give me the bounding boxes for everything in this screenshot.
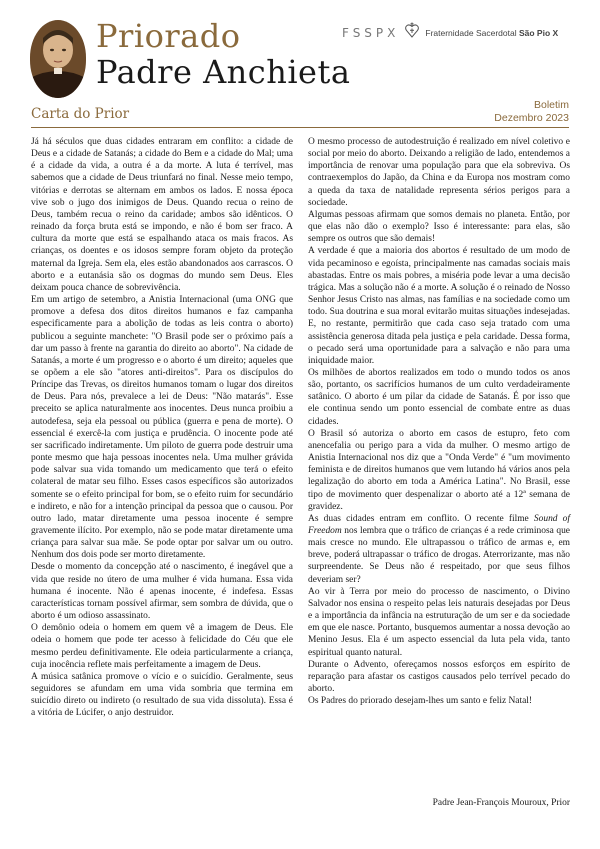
heart-emblem-icon: [405, 22, 419, 43]
priest-portrait: [30, 20, 86, 98]
fsspx-logo: [342, 22, 558, 43]
paragraph: Ao vir à Terra por meio do processo de nascimento, o Divino Salvador nos ensina o respeito pelas leis naturais desejadas por Deus e a importância da infância na estruturação de um ser e da sociedade em que ele nasce. Portanto, busquemos aumentar a nossa devoção ao Menino Jesus. Ela é um aspecto essencial da luta pela vida, tanto espiritual quanto natural.: [308, 586, 570, 658]
paragraph: Os Padres do priorado desejam-lhes um santo e feliz Natal!: [308, 696, 533, 707]
left-column: [31, 136, 293, 720]
paragraph: A verdade é que a maioria dos abortos é resultado de um modo de vida pecaminoso e egoísta, principalmente nas camadas sociais mais abastadas. Entre os mais pobres, a miséria pode levar a uma decisão trágica. Mas a solução não é a morte. A solução é o reinado de Nosso Senhor Jesus Cristo nas almas, nas famílias e na sociedade como um todo. Sua doutrina e sua moral evitarão muitas situações indesejadas. E, no restante, permitirão que cada caso seja tratado com uma assistência generosa ditada pela justiça e pela caridade. Dessa forma, o pecado será uma oportunidade para a salvação e não para uma iniquidade maior.: [308, 246, 570, 366]
paragraph: O mesmo processo de autodestruição é realizado em nível coletivo e social por meio do aborto. Deixando a religião de lado, entendemos a importância de renovar uma população para que ela sobreviva. Os contraexemplos do Japão, da China e da Europa nos mostram como a queda da taxa de natalidade representa sérios perigos para a sociedade.: [308, 137, 570, 208]
bulletin-label: Boletim: [533, 99, 569, 111]
fsspx-letters: FSSPX: [342, 25, 400, 40]
paragraph: As duas cidades entram em conflito. O recente filme Sound of Freedom nos lembra que o tráfico de crianças é a rede criminosa que mais cresce no mundo. Ele ultrapassou o tráfico de armas e, em breve, poderá ultrapassar o tráfico de drogas. Aterrorizante, mas não surpreendente. Se Deus não é respeitado, por que seus filhos deveriam ser?: [308, 513, 570, 585]
film-title: Sound of Freedom: [308, 513, 570, 536]
paragraph: Já há séculos que duas cidades entraram em conflito: a cidade de Deus e a cidade de Satanás; a cidade do Bem e a cidade do Mal; uma é a cidade da vida, a outra é a da morte. A luta é terrível, mas sabemos que a cidade de Deus triunfará no final. Nesse meio tempo, vitórias e derrotas se alternam em ambos os lados. E nossa época vive sob o jugo dos inimigos de Deus. Quando recua o reino de Deus, também recua o reino da caridade; ambos são idênticos. O reinado da força bruta está se impondo, e não é bom ser fraco. A cultura da morte que está se espalhando ataca os mais fracos. As crianças, os doentes e os idosos sempre foram objeto da proteção maternal da Igreja. Sem ela, eles estão abandonados aos carrascos. O aborto e a eutanásia são os dogmas do mundo sem Deus. Eles deixam pouca chance de sobrevivência.: [31, 137, 293, 293]
fsspx-name: Fraternidade Sacerdotal São Pio X: [425, 27, 559, 38]
paragraph: Algumas pessoas afirmam que somos demais no planeta. Então, por que elas não dão o exemplo? Isso é interessante: para elas, são sempre os outros que são demais!: [308, 209, 570, 245]
paragraph: Desde o momento da concepção até o nascimento, é inegável que a vida que reside no útero de uma mulher é vida humana. Essa vida humana é inocente. Não é apenas inocente, é indefesa. Essas características tornam possível afirmar, sem sombra de dúvida, que o aborto é um odioso assassinato.: [31, 562, 293, 622]
title-padre-anchieta: Padre Anchieta: [96, 53, 351, 91]
paragraph: O demônio odeia o homem em quem vê a imagem de Deus. Ele odeia o homem que pode ter acesso à felicidade do Céu que ele mesmo perdeu definitivamente. Ele odeia particularmente a criança, cuja inocência reflete mais perfeitamente a imagem de Deus.: [31, 623, 293, 670]
paragraph: O Brasil só autoriza o aborto em casos de estupro, feto com anencefalia ou perigo para a vida da mulher. O mesmo artigo de Anistia Internacional nos diz que a "Onda Verde" é "um movimento feminista e de direitos humanos que vem lutando há vários anos pela legalização do aborto em toda a América Latina". No Brasil, esse tipo de movimento quer despenalizar o aborto até a 12ª semana de gravidez.: [308, 428, 570, 512]
paragraph: Em um artigo de setembro, a Anistia Internacional (uma ONG que promove a defesa dos ditos direitos humanos e faz campanha especificamente para a abolição de todas as leis contra o aborto) publicou a seguinte manchete: "O Brasil pode ser o próximo país a dar um passo à frente na garantia do direito ao aborto". Na cidade de Satanás, a morte é um progresso e o aborto é um direito; aqueles que se opõem a ele são "atores anti-direitos". Para os discípulos do Príncipe das Trevas, os direitos humanos tomam o lugar dos direitos de Deus. Para nós, prevalece a lei de Deus: "Não matarás". Esse preceito se aplica naturalmente aos inocentes. Deus nunca proibiu a autodefesa, seja ela pessoal ou pública (guerra e pena de morte). O essencial é exercê-la com justiça e prudência. O inocente pode até ser sacrificado indiretamente. Um piloto de guerra pode destruir uma ponte mesmo que haja pessoas inocentes nela. Uma mulher grávida pode salvar sua vida tomando um medicamento que terá o efeito colateral de matar seu filho. Esses casos específicos são autorizados somente se o efeito principal for bom, se o efeito ruim for secundário e indireto, e não for a intenção principal da pessoa que o causou. Por outro lado, matar diretamente uma pessoa inocente é sempre gravemente ilícito. Por exemplo, não se pode matar diretamente uma criança para salvar sua mãe. Se pode optar por salvar um ou outro. Nenhum dos dois pode ser morto diretamente.: [31, 295, 293, 561]
paragraph: Os milhões de abortos realizados em todo o mundo todos os anos são, portanto, os sacrifícios humanos de um culto verdadeiramente satânico. O aborto é um pilar da cidade de Satanás. É por isso que ele continua sendo um ponto essencial de combate entre as duas cidades.: [308, 367, 570, 427]
section-title: Carta do Prior: [31, 106, 130, 122]
title-priorado: Priorado: [96, 17, 241, 55]
signature: Padre Jean-François Mouroux, Prior: [432, 798, 570, 808]
paragraph: Durante o Advento, ofereçamos nossos esforços em espírito de reparação para afastar os castigos causados pelo terrível pecado do aborto.: [308, 659, 570, 695]
bulletin-date: Dezembro 2023: [494, 112, 569, 124]
bulletin-info: [494, 99, 569, 125]
paragraph: A música satânica promove o vício e o suicídio. Geralmente, seus seguidores se afundam em uma vida sombria que termina em suicídio direto ou indireto (o resultado de sua vida dissoluta). Essa é a vitória de Lúcifer, o anjo destruidor.: [31, 671, 293, 719]
right-column: [308, 136, 570, 707]
header-divider: [31, 127, 569, 128]
